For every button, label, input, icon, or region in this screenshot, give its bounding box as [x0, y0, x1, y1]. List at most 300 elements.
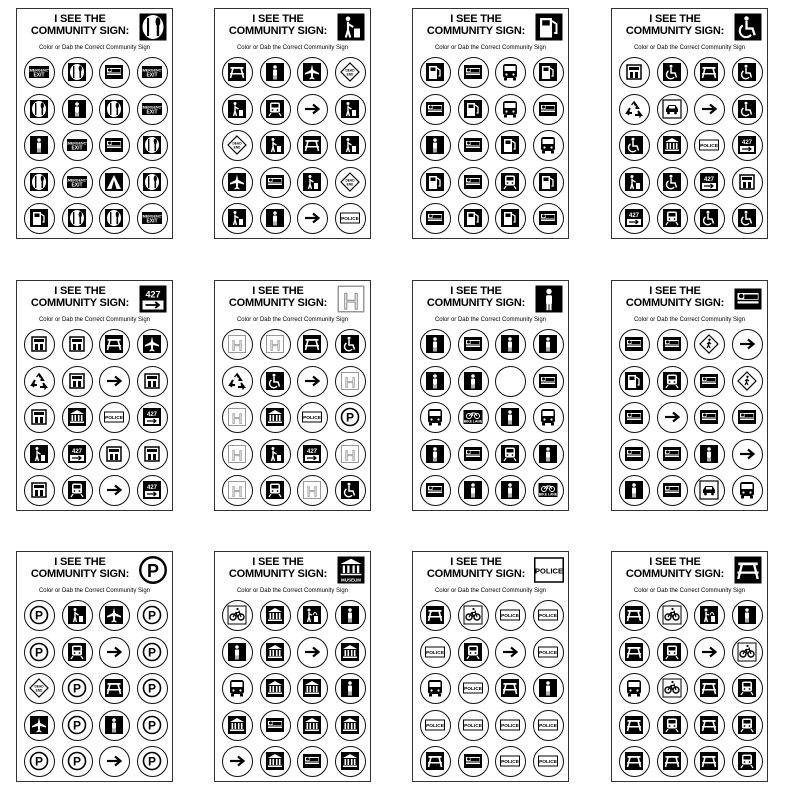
- dab-circle[interactable]: [732, 710, 763, 741]
- dab-circle[interactable]: [24, 439, 55, 470]
- dab-circle[interactable]: [694, 637, 725, 668]
- dab-circle[interactable]: [420, 439, 451, 470]
- dab-circle[interactable]: [694, 203, 725, 234]
- dab-circle[interactable]: [732, 673, 763, 704]
- dab-circle[interactable]: [657, 402, 688, 433]
- dab-circle[interactable]: [694, 600, 725, 631]
- dab-circle[interactable]: [694, 475, 725, 506]
- dab-circle[interactable]: [495, 475, 526, 506]
- dab-circle[interactable]: [222, 329, 253, 360]
- dab-circle[interactable]: [732, 637, 763, 668]
- bed-icon: [662, 480, 682, 500]
- dab-circle[interactable]: [619, 475, 650, 506]
- dab-circle[interactable]: [222, 94, 253, 125]
- dab-circle[interactable]: [335, 673, 366, 704]
- dab-circle[interactable]: [137, 130, 168, 161]
- dab-circle[interactable]: [137, 94, 168, 125]
- dab-circle[interactable]: [260, 57, 291, 88]
- arrow-icon: [227, 751, 247, 771]
- dab-circle[interactable]: [694, 130, 725, 161]
- dab-circle[interactable]: [495, 439, 526, 470]
- dab-circle[interactable]: [458, 673, 489, 704]
- bed-icon: [463, 62, 483, 82]
- dab-circle[interactable]: [24, 402, 55, 433]
- dab-circle[interactable]: [335, 329, 366, 360]
- dab-circle[interactable]: [137, 637, 168, 668]
- dab-circle[interactable]: [297, 439, 328, 470]
- dab-circle[interactable]: [732, 329, 763, 360]
- dab-circle[interactable]: [222, 57, 253, 88]
- dab-circle[interactable]: [657, 710, 688, 741]
- airport-icon: [227, 172, 247, 192]
- dab-circle[interactable]: [732, 203, 763, 234]
- bed-icon: [699, 371, 719, 391]
- worksheet-fuel: [412, 8, 569, 239]
- dab-circle[interactable]: [99, 637, 130, 668]
- dab-circle[interactable]: [62, 746, 93, 777]
- dab-circle[interactable]: [420, 130, 451, 161]
- dab-circle[interactable]: [24, 475, 55, 506]
- dab-circle[interactable]: [533, 366, 564, 397]
- dab-circle[interactable]: [24, 57, 55, 88]
- dab-circle[interactable]: [99, 329, 130, 360]
- dab-circle[interactable]: [335, 439, 366, 470]
- dab-circle[interactable]: [458, 637, 489, 668]
- dab-circle[interactable]: [458, 475, 489, 506]
- dab-circle[interactable]: [62, 366, 93, 397]
- dab-circle[interactable]: [533, 402, 564, 433]
- police-icon: [500, 751, 520, 771]
- dab-circle[interactable]: [694, 366, 725, 397]
- dab-circle[interactable]: [62, 167, 93, 198]
- dab-circle[interactable]: [260, 366, 291, 397]
- dab-circle[interactable]: [458, 94, 489, 125]
- dab-circle[interactable]: [495, 329, 526, 360]
- dab-circle[interactable]: [99, 673, 130, 704]
- wheelchair-icon: [737, 62, 757, 82]
- bike-icon: [662, 605, 682, 625]
- dab-circle[interactable]: [458, 402, 489, 433]
- dab-circle[interactable]: [99, 94, 130, 125]
- pedestrian-icon: [699, 334, 719, 354]
- dab-circle[interactable]: [62, 329, 93, 360]
- dab-circle[interactable]: [62, 94, 93, 125]
- dab-circle[interactable]: [732, 402, 763, 433]
- dab-circle[interactable]: [297, 94, 328, 125]
- dab-circle[interactable]: [222, 366, 253, 397]
- train-icon: [737, 678, 757, 698]
- dab-circle[interactable]: [657, 329, 688, 360]
- dab-circle[interactable]: [137, 329, 168, 360]
- dab-circle[interactable]: [657, 600, 688, 631]
- dab-circle[interactable]: [657, 746, 688, 777]
- dab-circle[interactable]: [260, 167, 291, 198]
- arrow-icon: [302, 208, 322, 228]
- dab-circle[interactable]: [619, 439, 650, 470]
- dab-circle[interactable]: [24, 94, 55, 125]
- dab-circle[interactable]: [335, 475, 366, 506]
- dab-circle[interactable]: [694, 746, 725, 777]
- dab-circle[interactable]: [420, 203, 451, 234]
- dab-circle[interactable]: [619, 94, 650, 125]
- dab-circle[interactable]: [335, 600, 366, 631]
- parking-icon: [29, 751, 49, 771]
- dab-circle[interactable]: [99, 402, 130, 433]
- sheet-title: [618, 285, 732, 309]
- dab-circle[interactable]: [62, 710, 93, 741]
- dab-circle[interactable]: [619, 366, 650, 397]
- worksheet-policebig: [412, 551, 569, 782]
- dab-circle[interactable]: [335, 710, 366, 741]
- dab-circle[interactable]: [137, 710, 168, 741]
- dab-circle[interactable]: [420, 94, 451, 125]
- dab-circle[interactable]: [99, 746, 130, 777]
- dab-circle[interactable]: [732, 94, 763, 125]
- dab-circle[interactable]: [657, 203, 688, 234]
- dab-circle[interactable]: [260, 475, 291, 506]
- dab-circle[interactable]: [222, 439, 253, 470]
- dab-circle[interactable]: [694, 167, 725, 198]
- sign-grid: [23, 600, 168, 776]
- fuel-icon: [500, 135, 520, 155]
- dab-circle[interactable]: [732, 57, 763, 88]
- dab-circle[interactable]: [99, 439, 130, 470]
- dab-circle[interactable]: [694, 94, 725, 125]
- dab-circle[interactable]: [533, 130, 564, 161]
- dab-circle[interactable]: [458, 130, 489, 161]
- tent-icon: [104, 172, 124, 192]
- dab-circle[interactable]: [732, 475, 763, 506]
- dab-circle[interactable]: [297, 130, 328, 161]
- dab-circle[interactable]: [657, 366, 688, 397]
- restroom-icon: [463, 371, 483, 391]
- dab-circle[interactable]: [619, 130, 650, 161]
- dab-circle[interactable]: [420, 366, 451, 397]
- dab-circle[interactable]: [533, 475, 564, 506]
- dab-circle[interactable]: [335, 94, 366, 125]
- dab-circle[interactable]: [297, 710, 328, 741]
- dab-circle[interactable]: [297, 637, 328, 668]
- dab-circle[interactable]: [222, 167, 253, 198]
- dab-circle[interactable]: [62, 402, 93, 433]
- dab-circle[interactable]: [297, 366, 328, 397]
- picnic-icon: [425, 605, 445, 625]
- dab-circle[interactable]: [732, 130, 763, 161]
- dab-circle[interactable]: [533, 600, 564, 631]
- dab-circle[interactable]: [297, 746, 328, 777]
- dab-circle[interactable]: [533, 203, 564, 234]
- sheet-title: [419, 556, 533, 580]
- dab-circle[interactable]: [222, 710, 253, 741]
- picnic-icon: [624, 605, 644, 625]
- dab-circle[interactable]: [657, 57, 688, 88]
- dab-circle[interactable]: [62, 673, 93, 704]
- arrow-icon: [699, 642, 719, 662]
- dab-circle[interactable]: [495, 746, 526, 777]
- dab-circle[interactable]: [260, 439, 291, 470]
- dab-circle[interactable]: [458, 167, 489, 198]
- dab-circle[interactable]: [495, 130, 526, 161]
- dab-circle[interactable]: [335, 57, 366, 88]
- dab-circle[interactable]: [732, 167, 763, 198]
- dab-circle[interactable]: [533, 329, 564, 360]
- dab-circle[interactable]: [619, 167, 650, 198]
- dab-circle[interactable]: [24, 637, 55, 668]
- dab-circle[interactable]: [495, 167, 526, 198]
- dab-circle[interactable]: [533, 94, 564, 125]
- dab-circle[interactable]: [420, 167, 451, 198]
- arrow-icon: [104, 480, 124, 500]
- dab-circle[interactable]: [335, 130, 366, 161]
- dab-circle[interactable]: [533, 710, 564, 741]
- dab-circle[interactable]: [335, 366, 366, 397]
- dab-circle[interactable]: [222, 637, 253, 668]
- dab-circle[interactable]: [657, 94, 688, 125]
- dab-circle[interactable]: [297, 475, 328, 506]
- dab-circle[interactable]: [657, 637, 688, 668]
- bus-icon: [227, 678, 247, 698]
- dab-circle[interactable]: [458, 439, 489, 470]
- dab-circle[interactable]: [297, 203, 328, 234]
- museum-icon: [340, 715, 360, 735]
- dab-circle[interactable]: [335, 637, 366, 668]
- dab-circle[interactable]: [732, 439, 763, 470]
- dab-circle[interactable]: [619, 637, 650, 668]
- dab-circle[interactable]: [458, 203, 489, 234]
- dab-circle[interactable]: [420, 475, 451, 506]
- dab-circle[interactable]: [420, 600, 451, 631]
- dab-circle[interactable]: [297, 57, 328, 88]
- dab-circle[interactable]: [694, 710, 725, 741]
- dab-circle[interactable]: [495, 94, 526, 125]
- arrow-icon: [737, 334, 757, 354]
- sheet-title: [23, 556, 137, 580]
- dab-circle[interactable]: [495, 637, 526, 668]
- dab-circle[interactable]: [24, 130, 55, 161]
- dab-circle[interactable]: [297, 600, 328, 631]
- dab-circle[interactable]: [297, 402, 328, 433]
- dab-circle[interactable]: [458, 600, 489, 631]
- dab-circle[interactable]: [24, 329, 55, 360]
- title-line-2: COMMUNITY SIGN:: [625, 297, 725, 309]
- dab-circle[interactable]: [260, 203, 291, 234]
- parking-icon: [142, 678, 162, 698]
- dab-circle[interactable]: [260, 94, 291, 125]
- dab-circle[interactable]: [335, 402, 366, 433]
- dab-circle[interactable]: [420, 746, 451, 777]
- dab-circle[interactable]: [619, 57, 650, 88]
- dab-circle[interactable]: [260, 130, 291, 161]
- dab-circle[interactable]: [137, 402, 168, 433]
- dab-circle[interactable]: [99, 57, 130, 88]
- dab-circle[interactable]: [619, 329, 650, 360]
- dab-circle[interactable]: [619, 203, 650, 234]
- dab-circle[interactable]: [619, 402, 650, 433]
- dab-circle[interactable]: [619, 673, 650, 704]
- bike-icon: [227, 605, 247, 625]
- dab-circle[interactable]: [495, 366, 526, 397]
- dab-circle[interactable]: [62, 600, 93, 631]
- dab-circle[interactable]: [420, 329, 451, 360]
- dab-circle[interactable]: [533, 439, 564, 470]
- bus-icon: [737, 480, 757, 500]
- dab-circle[interactable]: [732, 366, 763, 397]
- dab-circle[interactable]: [495, 203, 526, 234]
- dab-circle[interactable]: [137, 475, 168, 506]
- dab-circle[interactable]: [62, 439, 93, 470]
- dab-circle[interactable]: [335, 746, 366, 777]
- dab-circle[interactable]: [533, 57, 564, 88]
- dab-circle[interactable]: [99, 366, 130, 397]
- dab-circle[interactable]: [137, 600, 168, 631]
- dab-circle[interactable]: [62, 130, 93, 161]
- train-icon: [737, 751, 757, 771]
- dab-circle[interactable]: [297, 673, 328, 704]
- dab-circle[interactable]: [458, 710, 489, 741]
- dab-circle[interactable]: [420, 710, 451, 741]
- dab-circle[interactable]: [694, 439, 725, 470]
- dab-circle[interactable]: [260, 746, 291, 777]
- dab-circle[interactable]: [99, 600, 130, 631]
- dab-circle[interactable]: [99, 203, 130, 234]
- dab-circle[interactable]: [99, 167, 130, 198]
- dab-circle[interactable]: [458, 57, 489, 88]
- dab-circle[interactable]: [260, 673, 291, 704]
- elevator-icon: [29, 480, 49, 500]
- dab-circle[interactable]: [260, 329, 291, 360]
- dab-circle[interactable]: [335, 167, 366, 198]
- museum-icon: [265, 407, 285, 427]
- dab-circle[interactable]: [495, 402, 526, 433]
- parking-icon: [142, 751, 162, 771]
- dab-circle[interactable]: [619, 746, 650, 777]
- dab-circle[interactable]: [420, 57, 451, 88]
- dab-circle[interactable]: [297, 329, 328, 360]
- dab-circle[interactable]: [99, 130, 130, 161]
- dab-circle[interactable]: [694, 329, 725, 360]
- dab-circle[interactable]: [694, 57, 725, 88]
- dab-circle[interactable]: [297, 167, 328, 198]
- dab-circle[interactable]: [137, 673, 168, 704]
- dab-circle[interactable]: [420, 637, 451, 668]
- worksheet-hospital: [214, 280, 371, 511]
- restroom-icon: [425, 135, 445, 155]
- sheet-title: [618, 13, 732, 37]
- dab-circle[interactable]: [137, 167, 168, 198]
- dab-circle[interactable]: [62, 57, 93, 88]
- dab-circle[interactable]: [458, 366, 489, 397]
- dab-circle[interactable]: [137, 746, 168, 777]
- dab-circle[interactable]: [732, 600, 763, 631]
- dab-circle[interactable]: [24, 673, 55, 704]
- dab-circle[interactable]: [24, 746, 55, 777]
- dab-circle[interactable]: [458, 329, 489, 360]
- dab-circle[interactable]: [222, 673, 253, 704]
- dab-circle[interactable]: [260, 600, 291, 631]
- dab-circle[interactable]: [657, 439, 688, 470]
- sheet-title: [419, 13, 533, 37]
- arrow-icon: [662, 407, 682, 427]
- museum-icon: [265, 605, 285, 625]
- dab-circle[interactable]: [222, 600, 253, 631]
- dab-circle[interactable]: [137, 366, 168, 397]
- dab-circle[interactable]: [62, 475, 93, 506]
- dab-circle[interactable]: [24, 167, 55, 198]
- bed-icon: [302, 751, 322, 771]
- dab-circle[interactable]: [222, 475, 253, 506]
- dab-circle[interactable]: [420, 673, 451, 704]
- dab-circle[interactable]: [24, 600, 55, 631]
- dab-circle[interactable]: [137, 57, 168, 88]
- airport-icon: [29, 715, 49, 735]
- dab-circle[interactable]: [495, 710, 526, 741]
- dab-circle[interactable]: [24, 366, 55, 397]
- dab-circle[interactable]: [62, 637, 93, 668]
- dab-circle[interactable]: [137, 203, 168, 234]
- dab-circle[interactable]: [222, 402, 253, 433]
- dab-circle[interactable]: [619, 710, 650, 741]
- dab-circle[interactable]: [24, 710, 55, 741]
- dab-circle[interactable]: [222, 203, 253, 234]
- dab-circle[interactable]: [260, 402, 291, 433]
- dab-circle[interactable]: [222, 746, 253, 777]
- dab-circle[interactable]: [657, 475, 688, 506]
- dab-circle[interactable]: [732, 746, 763, 777]
- dab-circle[interactable]: [260, 710, 291, 741]
- dab-circle[interactable]: [533, 746, 564, 777]
- dab-circle[interactable]: [533, 167, 564, 198]
- exit-icon: [67, 172, 87, 192]
- dab-circle[interactable]: [99, 475, 130, 506]
- arrow-icon: [104, 642, 124, 662]
- dab-circle[interactable]: [533, 637, 564, 668]
- dab-circle[interactable]: [657, 673, 688, 704]
- dab-circle[interactable]: [458, 746, 489, 777]
- dab-circle[interactable]: [222, 130, 253, 161]
- dab-circle[interactable]: [657, 167, 688, 198]
- restroom-icon: [463, 480, 483, 500]
- dab-circle[interactable]: [495, 57, 526, 88]
- dab-circle[interactable]: [694, 402, 725, 433]
- dab-circle[interactable]: [99, 710, 130, 741]
- dab-circle[interactable]: [260, 637, 291, 668]
- dab-circle[interactable]: [495, 673, 526, 704]
- parking-icon: [142, 605, 162, 625]
- title-line-1: I SEE THE: [252, 556, 304, 568]
- dab-circle[interactable]: [62, 203, 93, 234]
- dab-circle[interactable]: [495, 600, 526, 631]
- dab-circle[interactable]: [137, 439, 168, 470]
- bus-icon: [538, 407, 558, 427]
- dab-circle[interactable]: [420, 402, 451, 433]
- trash-icon: [227, 208, 247, 228]
- police-icon: [463, 715, 483, 735]
- dab-circle[interactable]: [24, 203, 55, 234]
- dab-circle[interactable]: [657, 130, 688, 161]
- bed-icon: [463, 334, 483, 354]
- title-line-2: COMMUNITY SIGN:: [30, 568, 130, 580]
- dab-circle[interactable]: [335, 203, 366, 234]
- elevator-icon: [67, 334, 87, 354]
- dab-circle[interactable]: [533, 673, 564, 704]
- arrow-icon: [104, 751, 124, 771]
- title-line-1: I SEE THE: [649, 556, 701, 568]
- police-icon: [340, 208, 360, 228]
- train-icon: [500, 172, 520, 192]
- title-line-1: I SEE THE: [450, 285, 502, 297]
- dab-circle[interactable]: [694, 673, 725, 704]
- dab-circle[interactable]: [619, 600, 650, 631]
